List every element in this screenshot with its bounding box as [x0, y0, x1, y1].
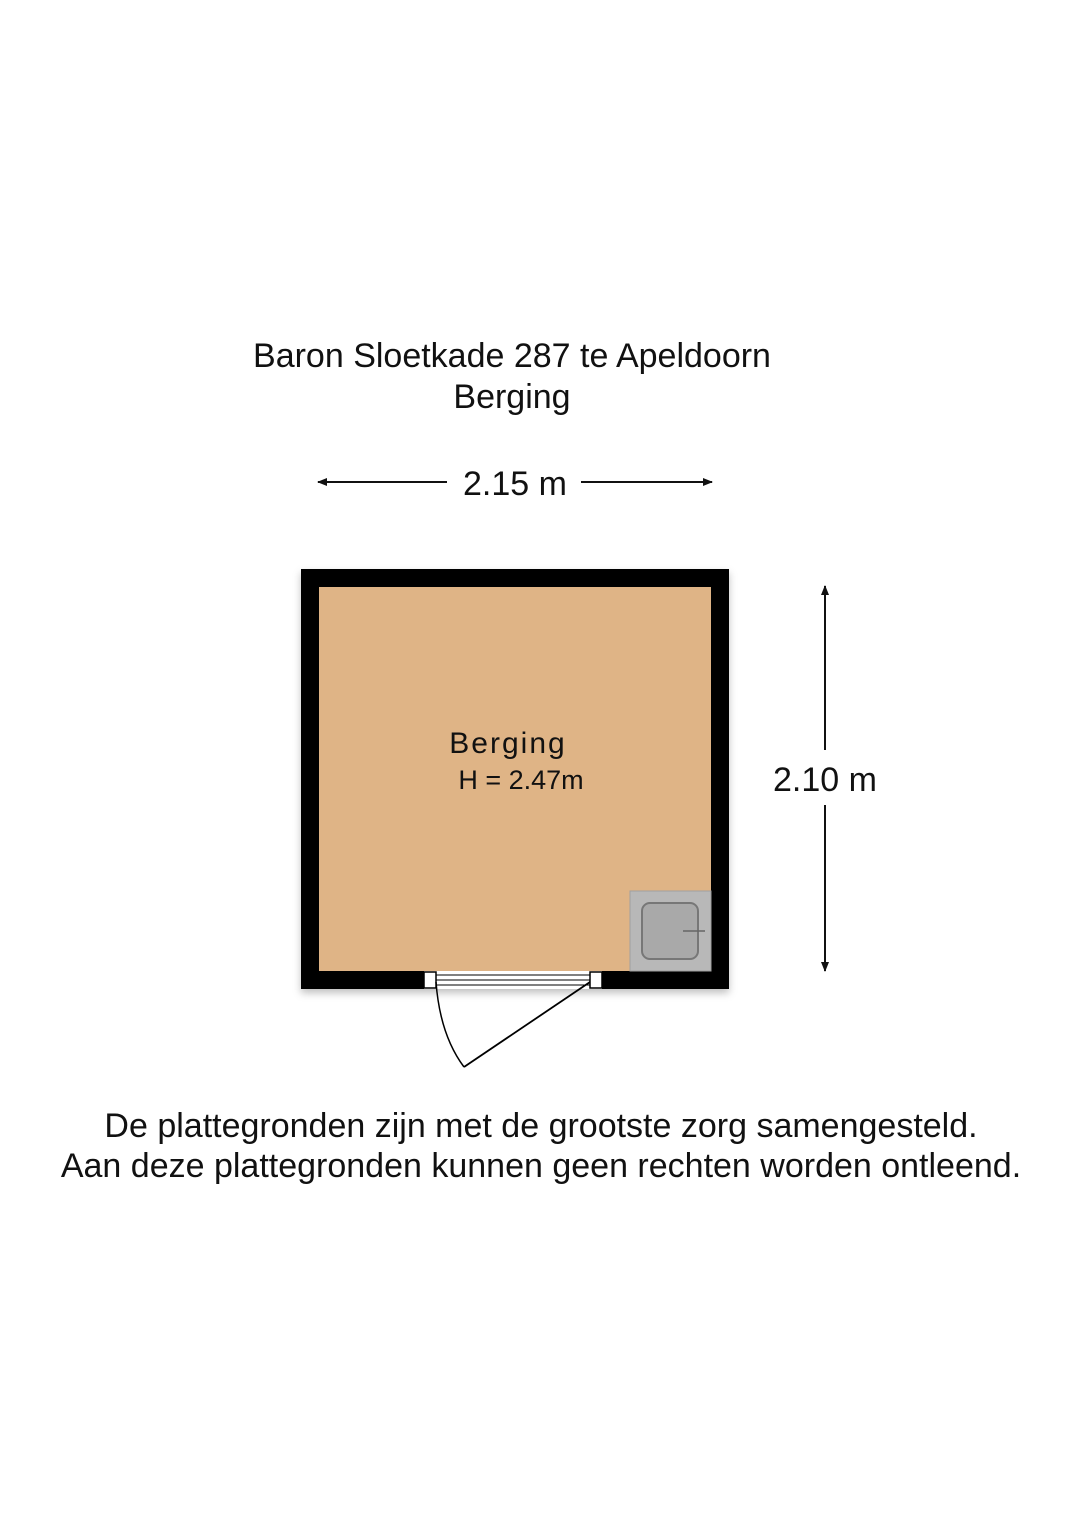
floor-title: Berging	[453, 378, 571, 416]
room-height: H = 2.47m	[458, 765, 584, 795]
width-label: 2.15 m	[463, 465, 567, 503]
door	[424, 971, 602, 1067]
disclaimer-line-1: De plattegronden zijn met de grootste zorg samengesteld.	[104, 1107, 978, 1145]
room-name: Berging	[449, 727, 567, 760]
width-dimension	[318, 465, 712, 503]
depth-dimension	[773, 586, 877, 971]
disclaimer-line-2: Aan deze plattegronden kunnen geen rechten worden ontleend.	[60, 1147, 1022, 1185]
sink	[630, 891, 711, 971]
room-berging	[301, 569, 729, 1067]
address-title: Baron Sloetkade 287 te Apeldoorn	[253, 337, 771, 375]
depth-label: 2.10 m	[773, 761, 877, 799]
